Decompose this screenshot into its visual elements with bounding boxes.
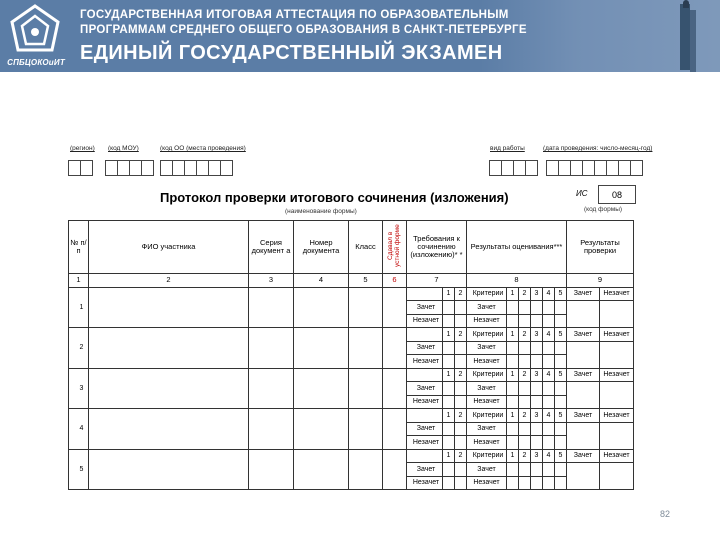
check-fail-cell[interactable] xyxy=(600,301,634,328)
result-pass: Зачет xyxy=(567,328,600,342)
criterion-2: 2 xyxy=(519,368,531,382)
header-doc-number: Номер документа xyxy=(294,221,349,274)
criteria-label: Критерии xyxy=(467,449,507,463)
criterion-4: 4 xyxy=(543,368,555,382)
criterion-5: 5 xyxy=(555,449,567,463)
document-title: Протокол проверки итогового сочинения (изложения) xyxy=(160,190,509,205)
req-2-pass[interactable] xyxy=(455,341,467,355)
crit-fail-label: Незачет xyxy=(467,395,507,409)
criterion-3: 3 xyxy=(531,328,543,342)
col-number: 5 xyxy=(349,273,383,287)
series-cell[interactable] xyxy=(249,328,294,369)
col-number: 7 xyxy=(407,273,467,287)
crit-cell[interactable] xyxy=(555,301,567,315)
header-oral xyxy=(383,221,407,274)
req-fail-label: Незачет xyxy=(407,476,443,490)
blank-cell xyxy=(407,449,443,463)
req-pass-label: Зачет xyxy=(407,422,443,436)
crit-cell[interactable] xyxy=(543,355,555,369)
protocol-table xyxy=(68,220,634,490)
crit-cell[interactable] xyxy=(555,463,567,477)
crit-cell[interactable] xyxy=(507,436,519,450)
table-row xyxy=(69,287,634,301)
oo-code-cells[interactable] xyxy=(161,160,233,174)
criteria-label: Критерии xyxy=(467,409,507,423)
req-1-pass[interactable] xyxy=(443,341,455,355)
header-fio: ФИО участника xyxy=(89,221,249,274)
document-subtitle: (наименование формы) xyxy=(285,208,357,215)
criterion-5: 5 xyxy=(555,368,567,382)
req-2-pass[interactable] xyxy=(455,301,467,315)
req-fail-label: Незачет xyxy=(407,395,443,409)
req-pass-label: Зачет xyxy=(407,301,443,315)
region-label: (регион) xyxy=(70,145,95,152)
req-1-pass[interactable] xyxy=(443,422,455,436)
req-fail-label: Незачет xyxy=(407,355,443,369)
doc-number-cell[interactable] xyxy=(294,449,349,490)
page-number: 82 xyxy=(660,509,671,519)
crit-pass-label: Зачет xyxy=(467,422,507,436)
criteria-label: Критерии xyxy=(467,287,507,301)
criterion-3: 3 xyxy=(531,368,543,382)
crit-cell[interactable] xyxy=(531,436,543,450)
criterion-1: 1 xyxy=(507,328,519,342)
fio-cell[interactable] xyxy=(89,368,249,409)
header-results: Результаты оценивания*** xyxy=(467,221,567,274)
req-1-fail[interactable] xyxy=(443,314,455,328)
header-oral-text: Сдавал в устной форме xyxy=(387,224,402,268)
crit-cell[interactable] xyxy=(507,301,519,315)
crit-cell[interactable] xyxy=(555,355,567,369)
crit-cell[interactable] xyxy=(507,314,519,328)
series-cell[interactable] xyxy=(249,368,294,409)
crit-cell[interactable] xyxy=(507,476,519,490)
criterion-1: 1 xyxy=(507,409,519,423)
result-fail: Незачет xyxy=(600,449,634,463)
fio-cell[interactable] xyxy=(89,328,249,369)
crit-cell[interactable] xyxy=(543,436,555,450)
criterion-3: 3 xyxy=(531,449,543,463)
blank-cell xyxy=(407,409,443,423)
table-header-row xyxy=(69,221,634,274)
criterion-2: 2 xyxy=(519,409,531,423)
crit-cell[interactable] xyxy=(543,341,555,355)
participant-number: 4 xyxy=(69,409,89,450)
oral-cell[interactable] xyxy=(383,449,407,490)
form-code-label: (код формы) xyxy=(584,206,623,213)
oral-cell[interactable] xyxy=(383,287,407,328)
crit-cell[interactable] xyxy=(543,422,555,436)
series-cell[interactable] xyxy=(249,409,294,450)
req-2-fail[interactable] xyxy=(455,476,467,490)
check-fail-cell[interactable] xyxy=(600,422,634,449)
criterion-5: 5 xyxy=(555,409,567,423)
header-series: Серия документ а xyxy=(249,221,294,274)
req-1: 1 xyxy=(443,449,455,463)
req-1-pass[interactable] xyxy=(443,463,455,477)
crit-cell[interactable] xyxy=(507,355,519,369)
req-2: 2 xyxy=(455,287,467,301)
criteria-label: Критерии xyxy=(467,368,507,382)
criterion-4: 4 xyxy=(543,328,555,342)
class-cell[interactable] xyxy=(349,328,383,369)
crit-fail-label: Незачет xyxy=(467,355,507,369)
req-1-fail[interactable] xyxy=(443,436,455,450)
participant-number: 2 xyxy=(69,328,89,369)
criterion-5: 5 xyxy=(555,328,567,342)
criterion-1: 1 xyxy=(507,449,519,463)
criterion-2: 2 xyxy=(519,328,531,342)
crit-cell[interactable] xyxy=(531,314,543,328)
crit-pass-label: Зачет xyxy=(467,382,507,396)
doc-number-cell[interactable] xyxy=(294,287,349,328)
crit-cell[interactable] xyxy=(507,395,519,409)
fio-cell[interactable] xyxy=(89,409,249,450)
crit-pass-label: Зачет xyxy=(467,341,507,355)
req-1: 1 xyxy=(443,368,455,382)
crit-cell[interactable] xyxy=(519,463,531,477)
doc-number-cell[interactable] xyxy=(294,368,349,409)
crit-cell[interactable] xyxy=(507,463,519,477)
criteria-label: Критерии xyxy=(467,328,507,342)
form-code-box xyxy=(598,185,636,204)
participant-number: 1 xyxy=(69,287,89,328)
work-type-cells[interactable] xyxy=(490,160,538,174)
check-pass-cell[interactable] xyxy=(567,382,600,409)
req-1: 1 xyxy=(443,287,455,301)
logo-emblem-icon xyxy=(8,4,62,54)
check-fail-cell[interactable] xyxy=(600,341,634,368)
table-row xyxy=(69,449,634,463)
req-2-pass[interactable] xyxy=(455,382,467,396)
table-row xyxy=(69,409,634,423)
alexander-column-image xyxy=(680,4,690,70)
col-number: 6 xyxy=(383,273,407,287)
req-2: 2 xyxy=(455,368,467,382)
banner-column-shadow xyxy=(690,10,696,72)
crit-cell[interactable] xyxy=(531,395,543,409)
crit-cell[interactable] xyxy=(519,355,531,369)
check-pass-cell[interactable] xyxy=(567,422,600,449)
crit-cell[interactable] xyxy=(531,382,543,396)
crit-cell[interactable] xyxy=(519,395,531,409)
check-pass-cell[interactable] xyxy=(567,341,600,368)
crit-cell[interactable] xyxy=(519,382,531,396)
criterion-2: 2 xyxy=(519,287,531,301)
crit-cell[interactable] xyxy=(519,301,531,315)
crit-cell[interactable] xyxy=(555,382,567,396)
criterion-5: 5 xyxy=(555,287,567,301)
crit-pass-label: Зачет xyxy=(467,301,507,315)
crit-cell[interactable] xyxy=(555,395,567,409)
date-cells[interactable] xyxy=(547,160,643,174)
req-pass-label: Зачет xyxy=(407,382,443,396)
req-1-pass[interactable] xyxy=(443,382,455,396)
result-pass: Зачет xyxy=(567,449,600,463)
result-fail: Незачет xyxy=(600,368,634,382)
work-type-label: вид работы xyxy=(490,145,525,152)
req-2: 2 xyxy=(455,328,467,342)
crit-cell[interactable] xyxy=(519,436,531,450)
column-statue xyxy=(683,0,689,8)
req-2-fail[interactable] xyxy=(455,436,467,450)
series-cell[interactable] xyxy=(249,287,294,328)
crit-fail-label: Незачет xyxy=(467,436,507,450)
class-cell[interactable] xyxy=(349,409,383,450)
participant-number: 3 xyxy=(69,368,89,409)
crit-cell[interactable] xyxy=(531,422,543,436)
criterion-1: 1 xyxy=(507,368,519,382)
req-2-pass[interactable] xyxy=(455,422,467,436)
crit-cell[interactable] xyxy=(507,341,519,355)
criterion-3: 3 xyxy=(531,409,543,423)
form-code-prefix: ИС xyxy=(576,189,588,198)
crit-fail-label: Незачет xyxy=(467,476,507,490)
req-1: 1 xyxy=(443,328,455,342)
header-num: № п/п xyxy=(69,221,89,274)
blank-cell xyxy=(407,287,443,301)
crit-cell[interactable] xyxy=(519,314,531,328)
fio-cell[interactable] xyxy=(89,449,249,490)
req-2-pass[interactable] xyxy=(455,463,467,477)
oral-cell[interactable] xyxy=(383,409,407,450)
blank-cell xyxy=(407,368,443,382)
crit-cell[interactable] xyxy=(543,382,555,396)
col-number: 4 xyxy=(294,273,349,287)
req-2-fail[interactable] xyxy=(455,314,467,328)
banner-line-2: ПРОГРАММАМ СРЕДНЕГО ОБЩЕГО ОБРАЗОВАНИЯ В САНКТ-ПЕТЕРБУРГЕ xyxy=(80,24,527,36)
mou-code-label: (код МОУ) xyxy=(108,145,139,152)
crit-cell[interactable] xyxy=(531,301,543,315)
oral-cell[interactable] xyxy=(383,368,407,409)
result-pass: Зачет xyxy=(567,287,600,301)
crit-cell[interactable] xyxy=(555,476,567,490)
col-number: 3 xyxy=(249,273,294,287)
crit-cell[interactable] xyxy=(531,355,543,369)
req-2-fail[interactable] xyxy=(455,395,467,409)
result-pass: Зачет xyxy=(567,409,600,423)
mou-code-cells[interactable] xyxy=(106,160,154,174)
crit-cell[interactable] xyxy=(531,463,543,477)
req-pass-label: Зачет xyxy=(407,463,443,477)
header-class: Класс xyxy=(349,221,383,274)
criterion-4: 4 xyxy=(543,409,555,423)
crit-cell[interactable] xyxy=(519,476,531,490)
class-cell[interactable] xyxy=(349,449,383,490)
crit-cell[interactable] xyxy=(531,476,543,490)
result-pass: Зачет xyxy=(567,368,600,382)
header-check-results: Результаты проверки xyxy=(567,221,634,274)
crit-cell[interactable] xyxy=(543,301,555,315)
check-pass-cell[interactable] xyxy=(567,463,600,490)
crit-cell[interactable] xyxy=(543,395,555,409)
check-fail-cell[interactable] xyxy=(600,463,634,490)
req-1-fail[interactable] xyxy=(443,395,455,409)
req-fail-label: Незачет xyxy=(407,436,443,450)
banner-line-1: ГОСУДАРСТВЕННАЯ ИТОГОВАЯ АТТЕСТАЦИЯ ПО ОБРАЗОВАТЕЛЬНЫМ xyxy=(80,9,509,21)
table-row xyxy=(69,328,634,342)
col-number: 9 xyxy=(567,273,634,287)
oral-cell[interactable] xyxy=(383,328,407,369)
crit-cell[interactable] xyxy=(543,463,555,477)
crit-cell[interactable] xyxy=(555,314,567,328)
crit-cell[interactable] xyxy=(519,422,531,436)
crit-cell[interactable] xyxy=(519,341,531,355)
req-1-fail[interactable] xyxy=(443,476,455,490)
req-1-fail[interactable] xyxy=(443,355,455,369)
date-label: (дата проведения: число-месяц-год) xyxy=(543,145,653,152)
req-pass-label: Зачет xyxy=(407,341,443,355)
class-cell[interactable] xyxy=(349,287,383,328)
form-code-value: 08 xyxy=(611,189,622,200)
req-1: 1 xyxy=(443,409,455,423)
criterion-3: 3 xyxy=(531,287,543,301)
result-fail: Незачет xyxy=(600,328,634,342)
logo-caption: СПБЦОКОиИТ xyxy=(7,58,65,67)
banner-title: ЕДИНЫЙ ГОСУДАРСТВЕННЫЙ ЭКЗАМЕН xyxy=(80,42,503,64)
fio-cell[interactable] xyxy=(89,287,249,328)
crit-cell[interactable] xyxy=(555,341,567,355)
criterion-1: 1 xyxy=(507,287,519,301)
col-number: 2 xyxy=(89,273,249,287)
req-1-pass[interactable] xyxy=(443,301,455,315)
col-number: 1 xyxy=(69,273,89,287)
crit-cell[interactable] xyxy=(555,422,567,436)
req-fail-label: Незачет xyxy=(407,314,443,328)
series-cell[interactable] xyxy=(249,449,294,490)
criterion-4: 4 xyxy=(543,449,555,463)
check-fail-cell[interactable] xyxy=(600,382,634,409)
logo xyxy=(0,0,70,72)
crit-cell[interactable] xyxy=(507,422,519,436)
column-number-row xyxy=(69,273,634,287)
crit-cell[interactable] xyxy=(543,314,555,328)
crit-cell[interactable] xyxy=(543,476,555,490)
table-row xyxy=(69,368,634,382)
req-2-fail[interactable] xyxy=(455,355,467,369)
criterion-4: 4 xyxy=(543,287,555,301)
header-requirements: Требования к сочинению (изложению)* * xyxy=(407,221,467,274)
crit-cell[interactable] xyxy=(507,382,519,396)
class-cell[interactable] xyxy=(349,368,383,409)
criterion-2: 2 xyxy=(519,449,531,463)
blank-cell xyxy=(407,328,443,342)
req-2: 2 xyxy=(455,449,467,463)
check-pass-cell[interactable] xyxy=(567,301,600,328)
region-cells[interactable] xyxy=(69,160,93,174)
participant-number: 5 xyxy=(69,449,89,490)
result-fail: Незачет xyxy=(600,287,634,301)
result-fail: Незачет xyxy=(600,409,634,423)
doc-number-cell[interactable] xyxy=(294,328,349,369)
crit-cell[interactable] xyxy=(531,341,543,355)
crit-fail-label: Незачет xyxy=(467,314,507,328)
req-2: 2 xyxy=(455,409,467,423)
oo-code-label: (код ОО (места проведения) xyxy=(160,145,246,152)
header-banner xyxy=(0,0,720,72)
doc-number-cell[interactable] xyxy=(294,409,349,450)
crit-pass-label: Зачет xyxy=(467,463,507,477)
col-number: 8 xyxy=(467,273,567,287)
crit-cell[interactable] xyxy=(555,436,567,450)
